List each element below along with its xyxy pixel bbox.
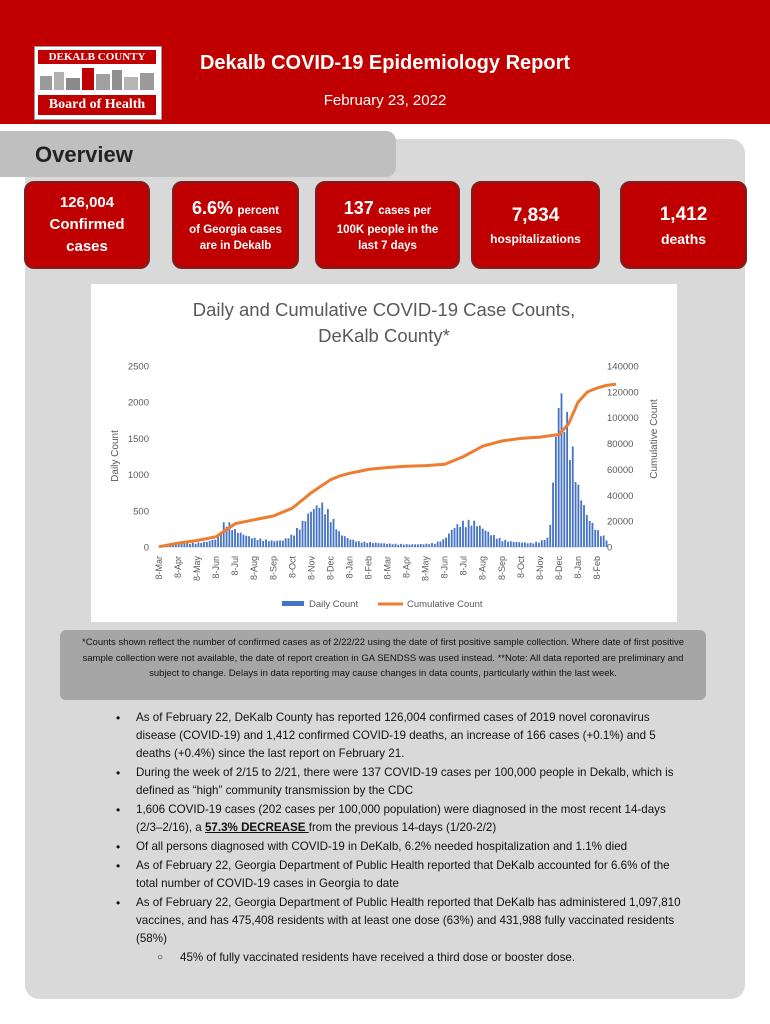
daily-bar xyxy=(389,544,391,547)
report-date: February 23, 2022 xyxy=(323,92,447,109)
chart-svg xyxy=(91,284,677,622)
daily-bar xyxy=(276,541,278,547)
y-tick-label: 1500 xyxy=(127,433,149,445)
daily-bar xyxy=(572,446,574,547)
daily-bar xyxy=(358,541,360,547)
daily-bar xyxy=(473,521,475,547)
daily-bar xyxy=(395,544,397,547)
daily-bar xyxy=(414,544,416,547)
daily-bar xyxy=(437,542,439,547)
logo-board-text: Board of Health xyxy=(38,95,156,115)
daily-bar xyxy=(504,540,506,547)
daily-bar xyxy=(361,543,363,547)
daily-bar xyxy=(597,530,599,547)
daily-bar xyxy=(386,544,388,547)
stat-value-suffix: cases per xyxy=(378,204,432,217)
daily-bar xyxy=(569,460,571,547)
daily-bar xyxy=(397,545,399,547)
x-tick-label: 8-Nov xyxy=(306,556,317,581)
chart-title-line2: DeKalb County* xyxy=(318,325,450,346)
daily-bar xyxy=(189,544,191,547)
stat-value: 1,412 xyxy=(659,204,708,225)
x-tick-label: 8-Nov xyxy=(534,556,545,581)
data-note: *Counts shown reflect the number of confirmed cases as of 2/22/22 using the date of first positive sample collection. Where date of first positive sample collection were not available, the date of report creation in GA SENDSS was used instead. **Note: All data reported are preliminary and subject to change. Delays in data reporting may cause changes in data counts, particularly within the last week. xyxy=(60,630,706,700)
daily-bar xyxy=(279,540,281,547)
bullet-item: • As of February 22, Georgia Department of Public Health reported that DeKalb accounted for 6.6% of the total number of COVID-19 cases in Georgia to date xyxy=(110,857,690,893)
daily-bar xyxy=(375,543,377,547)
daily-bar xyxy=(245,536,247,547)
bullet-item xyxy=(110,801,690,837)
daily-bar xyxy=(527,543,529,547)
x-tick-label: 8-Dec xyxy=(553,556,564,581)
y2-tick-label: 40000 xyxy=(607,490,634,502)
bullet-item: • As of February 22, Georgia Department of Public Health reported that DeKalb has administered 1,097,810 vaccines, and has 475,408 residents with at least one dose (63%) and 431,988 fully vaccinated residents (58%) xyxy=(110,894,690,949)
daily-bar xyxy=(445,538,447,547)
daily-bar xyxy=(259,539,261,547)
daily-bar xyxy=(186,543,188,547)
daily-bar xyxy=(349,540,351,547)
daily-bar xyxy=(600,536,602,547)
daily-bar xyxy=(364,542,366,547)
daily-bar xyxy=(490,535,492,547)
x-tick-label: 8-Jun xyxy=(211,556,222,579)
daily-bar xyxy=(307,514,309,547)
daily-bar xyxy=(369,542,371,547)
daily-bar xyxy=(583,505,585,547)
logo-county-text: DEKALB COUNTY xyxy=(38,50,156,64)
daily-bar xyxy=(586,515,588,547)
daily-bar xyxy=(293,536,295,547)
board-of-health-logo xyxy=(34,46,162,120)
x-tick-label: 8-Jul xyxy=(458,556,469,576)
x-tick-label: 8-Sep xyxy=(496,556,507,581)
legend-cumulative-label: Cumulative Count xyxy=(407,599,483,610)
stat-label: hospitalizations xyxy=(490,232,581,246)
stat-label: Confirmed cases xyxy=(49,216,125,255)
legend-daily-label: Daily Count xyxy=(309,599,359,610)
daily-bar xyxy=(302,521,304,547)
daily-bar xyxy=(417,544,419,547)
daily-bar xyxy=(324,514,326,547)
daily-bar xyxy=(476,526,478,547)
daily-bar xyxy=(558,408,560,547)
bullet-item: • During the week of 2/15 to 2/21, there were 137 COVID-19 cases per 100,000 people in Dekalb, which is defined as “high” community transmission by the CDC xyxy=(110,764,690,800)
daily-bar xyxy=(547,538,549,547)
daily-bar xyxy=(409,545,411,547)
daily-bar xyxy=(310,512,312,547)
bullet-text: from the previous 14-days (1/20-2/2) xyxy=(308,821,497,835)
daily-bar xyxy=(248,536,250,547)
summary-bullets xyxy=(110,709,690,967)
daily-bar xyxy=(254,538,256,547)
chart-legend xyxy=(282,599,483,610)
daily-bar xyxy=(296,528,298,547)
daily-bar xyxy=(285,538,287,547)
daily-bar xyxy=(192,543,194,547)
daily-bar xyxy=(606,540,608,547)
daily-bar xyxy=(223,522,225,547)
y-tick-label: 0 xyxy=(143,542,149,554)
x-tick-label: 8-Sep xyxy=(268,556,279,581)
y2-tick-label: 120000 xyxy=(607,387,639,399)
y2-tick-label: 100000 xyxy=(607,413,639,425)
cumulative-line xyxy=(159,384,616,547)
daily-bar xyxy=(316,505,318,547)
daily-bar xyxy=(198,542,200,547)
daily-bar xyxy=(465,527,467,547)
x-tick-label: 8-Jun xyxy=(439,556,450,579)
daily-bar xyxy=(462,521,464,547)
chart-title-line1: Daily and Cumulative COVID-19 Case Counts, xyxy=(192,299,576,320)
daily-bar xyxy=(327,509,329,547)
daily-bar xyxy=(251,538,253,547)
stat-confirmed-cases xyxy=(24,181,150,269)
daily-bar xyxy=(335,529,337,547)
y2-tick-label: 80000 xyxy=(607,439,634,451)
bullet-text: 1,606 COVID-19 cases (202 cases per 100,000 population) were diagnosed in the most recent 14-days (2/3–2/16), a xyxy=(136,803,666,835)
daily-bar xyxy=(299,530,301,547)
daily-bar xyxy=(378,543,380,547)
daily-bar xyxy=(431,543,433,547)
daily-bar xyxy=(549,525,551,547)
daily-bar xyxy=(499,538,501,547)
daily-bar xyxy=(456,524,458,547)
daily-bar xyxy=(532,543,534,547)
daily-bar xyxy=(425,544,427,547)
x-tick-label: 8-Feb xyxy=(592,556,602,580)
daily-bar xyxy=(487,532,489,547)
x-tick-label: 8-Apr xyxy=(401,556,412,579)
stat-value: 6.6% xyxy=(191,197,234,218)
stat-value-suffix: percent xyxy=(237,204,280,217)
daily-bar xyxy=(594,530,596,547)
report-header xyxy=(0,0,770,124)
daily-bar xyxy=(319,508,321,547)
daily-bar xyxy=(420,544,422,547)
daily-bar xyxy=(442,539,444,547)
x-tick-label: 8-Jan xyxy=(572,556,583,579)
daily-bar xyxy=(392,544,394,547)
daily-bar xyxy=(200,543,202,547)
daily-bar xyxy=(482,529,484,547)
daily-bar xyxy=(566,412,568,547)
y2-tick-label: 0 xyxy=(607,542,613,554)
x-tick-label: 8-May xyxy=(420,556,431,582)
daily-bar xyxy=(507,542,509,547)
y-tick-label: 500 xyxy=(133,506,149,518)
daily-bar xyxy=(209,541,211,547)
x-tick-label: 8-Apr xyxy=(173,556,184,579)
decrease-highlight: 57.3% DECREASE xyxy=(204,821,309,835)
daily-bar xyxy=(423,544,425,547)
x-tick-label: 8-May xyxy=(192,556,203,582)
daily-bar xyxy=(214,540,216,547)
daily-bar xyxy=(592,523,594,547)
daily-bar xyxy=(372,543,374,547)
daily-bar xyxy=(468,520,470,547)
daily-bar xyxy=(231,530,233,547)
y2-tick-label: 140000 xyxy=(607,361,639,373)
daily-bar xyxy=(313,509,315,547)
y-tick-label: 2000 xyxy=(127,397,149,409)
report-title: Dekalb COVID-19 Epidemiology Report xyxy=(199,52,571,74)
daily-bar xyxy=(282,541,284,547)
daily-bar xyxy=(434,544,436,547)
overview-heading: Overview xyxy=(35,142,133,167)
daily-bar xyxy=(448,534,450,547)
daily-bar xyxy=(400,544,402,547)
daily-bar xyxy=(589,521,591,547)
daily-bar xyxy=(555,437,557,547)
y-tick-label: 1000 xyxy=(127,470,149,482)
daily-bar xyxy=(544,540,546,547)
daily-bar xyxy=(355,541,357,547)
daily-bar xyxy=(271,540,273,547)
stat-label: 100K people in the last 7 days xyxy=(336,223,439,252)
daily-bar xyxy=(333,519,335,547)
daily-bar xyxy=(341,536,343,547)
x-tick-label: 8-Jan xyxy=(344,556,355,579)
daily-bar xyxy=(510,541,512,547)
daily-bar xyxy=(338,531,340,547)
daily-bar xyxy=(347,538,349,547)
daily-bar xyxy=(203,542,205,547)
daily-bar xyxy=(541,540,543,547)
daily-bar xyxy=(538,543,540,547)
x-tick-label: 8-Oct xyxy=(287,556,298,579)
daily-bar xyxy=(516,542,518,547)
daily-bar xyxy=(206,542,208,547)
x-tick-label: 8-Jul xyxy=(230,556,241,576)
daily-bar xyxy=(580,500,582,547)
daily-bar xyxy=(451,530,453,547)
x-tick-label: 8-Mar xyxy=(382,556,393,580)
daily-bar xyxy=(563,432,565,547)
daily-bar xyxy=(273,541,275,547)
daily-bar xyxy=(288,538,290,547)
daily-bar xyxy=(383,543,385,547)
stat-label: deaths xyxy=(660,231,707,247)
daily-bar xyxy=(428,544,430,547)
x-tick-label: 8-Feb xyxy=(363,556,374,580)
daily-bar xyxy=(240,533,242,547)
daily-bar xyxy=(183,544,185,547)
daily-bar xyxy=(262,541,264,547)
x-tick-label: 8-Aug xyxy=(249,556,260,581)
daily-bar xyxy=(366,543,368,547)
daily-bar xyxy=(403,545,405,547)
daily-bar xyxy=(521,543,523,547)
daily-bar xyxy=(440,541,442,547)
daily-bar xyxy=(234,529,236,547)
x-tick-label: 8-Dec xyxy=(325,556,336,581)
daily-bar xyxy=(411,544,413,547)
stat-value: 126,004 xyxy=(59,194,115,211)
legend-daily-swatch xyxy=(282,601,304,606)
daily-bar xyxy=(406,544,408,547)
daily-bar xyxy=(290,535,292,547)
daily-bar xyxy=(561,393,563,547)
daily-bar xyxy=(265,539,267,547)
y-axis-label: Daily Count xyxy=(110,430,121,482)
daily-bar xyxy=(212,540,214,547)
y2-tick-label: 20000 xyxy=(607,516,634,528)
daily-bars xyxy=(158,393,607,547)
stat-georgia-percent xyxy=(172,181,299,269)
daily-bar xyxy=(268,541,270,547)
bullet-item: • As of February 22, DeKalb County has reported 126,004 confirmed cases of 2019 novel coronavirus disease (COVID-19) and 1,412 confirmed COVID-19 deaths, an increase of 166 cases (+0.1%) and 5 deaths (+0.4%) since the last report on February 21. xyxy=(110,709,690,764)
daily-bar xyxy=(380,543,382,547)
daily-bar xyxy=(535,542,537,547)
stat-cases-per-100k xyxy=(315,181,460,269)
daily-bar xyxy=(344,536,346,547)
case-count-chart xyxy=(91,284,677,622)
daily-bar xyxy=(552,483,554,547)
daily-bar xyxy=(524,542,526,547)
y2-tick-label: 60000 xyxy=(607,464,634,476)
daily-bar xyxy=(471,526,473,547)
x-tick-label: 8-Aug xyxy=(477,556,488,581)
daily-bar xyxy=(518,542,520,547)
stat-value: 137 xyxy=(343,197,374,218)
daily-bar xyxy=(352,540,354,547)
daily-bar xyxy=(493,535,495,547)
y2-axis-label: Cumulative Count xyxy=(649,399,660,479)
daily-bar xyxy=(530,543,532,547)
sub-bullet-item: ○ 45% of fully vaccinated residents have received a third dose or booster dose. xyxy=(110,949,690,967)
daily-bar xyxy=(195,544,197,547)
daily-bar xyxy=(304,521,306,547)
daily-bar xyxy=(501,541,503,547)
daily-bar xyxy=(321,503,323,547)
bullet-item: • Of all persons diagnosed with COVID-19 in DeKalb, 6.2% needed hospitalization and 1.1% died xyxy=(110,838,690,856)
stat-value: 7,834 xyxy=(511,205,560,226)
daily-bar xyxy=(330,522,332,547)
daily-bar xyxy=(479,526,481,547)
daily-bar xyxy=(237,533,239,547)
daily-bar xyxy=(513,542,515,547)
stat-deaths xyxy=(620,181,747,269)
daily-bar xyxy=(243,535,245,547)
x-tick-label: 8-Mar xyxy=(154,556,164,580)
daily-bar xyxy=(577,485,579,547)
daily-bar xyxy=(459,527,461,547)
x-tick-label: 8-Oct xyxy=(515,556,526,579)
stat-hospitalizations xyxy=(471,181,600,269)
daily-bar xyxy=(603,536,605,547)
y-tick-label: 2500 xyxy=(127,361,149,373)
daily-bar xyxy=(496,539,498,547)
stat-label: of Georgia cases are in Dekalb xyxy=(189,223,282,252)
daily-bar xyxy=(454,528,456,547)
city-skyline-icon xyxy=(38,66,156,90)
daily-bar xyxy=(257,540,259,547)
daily-bar xyxy=(575,482,577,547)
daily-bar xyxy=(485,531,487,547)
